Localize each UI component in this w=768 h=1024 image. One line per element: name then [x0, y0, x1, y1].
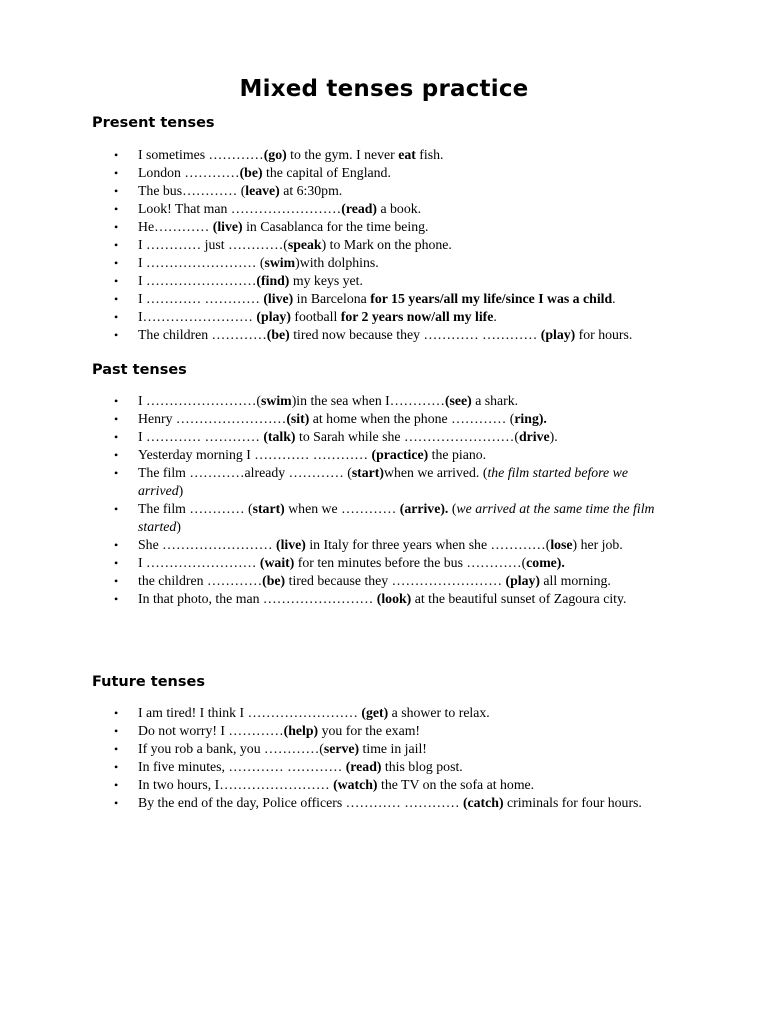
bullet-icon: •: [114, 556, 119, 570]
exercise-text-segment: Henry ……………………: [138, 411, 287, 426]
exercise-text-segment: swim: [264, 255, 296, 270]
exercise-text-segment: a shower to relax.: [388, 705, 490, 720]
exercise-text-segment: a shark.: [471, 393, 519, 408]
exercise-text-segment: .: [493, 309, 497, 324]
bullet-icon: •: [114, 706, 119, 720]
exercise-text-segment: at 6:30pm.: [279, 183, 343, 198]
exercise-text-segment: to the gym. I never: [286, 147, 399, 162]
exercise-text-segment: tired now because they ………… …………: [289, 327, 541, 342]
page-title: Mixed tenses practice: [239, 76, 529, 102]
exercise-text-segment: the film started before we arrived: [138, 465, 628, 498]
exercise-text-segment: ) her job.: [572, 537, 623, 552]
exercise-item: [0, 536, 768, 554]
bullet-icon: •: [114, 166, 119, 180]
exercise-text-segment: when we …………: [284, 501, 400, 516]
exercise-text-segment: ): [176, 519, 181, 534]
exercise-text-segment: serve): [323, 741, 360, 756]
exercise-text-segment: to Sarah while she ……………………(: [295, 429, 519, 444]
bullet-icon: •: [114, 202, 119, 216]
exercise-text-segment: I ………… …………: [138, 291, 264, 306]
bullet-icon: •: [114, 760, 119, 774]
exercise-item: [0, 704, 768, 722]
exercise-text-segment: (be): [262, 573, 286, 588]
exercise-text-segment: (go): [263, 147, 287, 162]
exercise-text-segment: start): [252, 501, 285, 516]
exercise-text-segment: at home when the phone ………… (: [309, 411, 515, 426]
exercise-item: [0, 464, 768, 500]
exercise-text-segment: the piano.: [428, 447, 487, 462]
exercise-text-segment: (look): [376, 591, 412, 606]
exercise-text-segment: for 2 years now/all my life: [340, 309, 494, 324]
exercise-text-segment: ): [178, 483, 184, 498]
exercise-item: [0, 182, 768, 200]
exercise-text-segment: (get): [361, 705, 389, 720]
exercise-text-segment: (live): [263, 291, 294, 306]
exercise-text-segment: criminals for four hours.: [503, 795, 642, 810]
bullet-icon: •: [114, 256, 119, 270]
exercise-text-segment: we arrived at the same time the film started: [138, 501, 655, 534]
exercise-text-segment: (arrive).: [399, 501, 449, 516]
exercise-text-segment: (play): [256, 309, 291, 324]
exercise-text-segment: (wait): [259, 555, 295, 570]
present-tenses-list: [0, 146, 768, 344]
exercise-text-segment: Yesterday morning I ………… …………: [138, 447, 372, 462]
section-heading-present: Present tenses: [92, 115, 215, 131]
bullet-icon: •: [114, 796, 119, 810]
exercise-text-segment: this blog post.: [381, 759, 463, 774]
exercise-item: [0, 146, 768, 164]
exercise-text-segment: The film ………… (: [138, 501, 253, 516]
bullet-icon: •: [114, 184, 119, 198]
exercise-item: [0, 218, 768, 236]
exercise-text-segment: Look! That man ……………………: [138, 201, 342, 216]
exercise-text-segment: (talk): [263, 429, 296, 444]
bullet-icon: •: [114, 274, 119, 288]
bullet-icon: •: [114, 448, 119, 462]
exercise-text-segment: .: [612, 291, 616, 306]
exercise-text-segment: I ………… just …………(: [138, 237, 288, 252]
exercise-text-segment: (be): [266, 327, 290, 342]
exercise-text-segment: for hours.: [575, 327, 633, 342]
past-tenses-list: [0, 392, 768, 608]
exercise-item: [0, 758, 768, 776]
exercise-text-segment: )with dolphins.: [295, 255, 379, 270]
exercise-item: [0, 326, 768, 344]
bullet-icon: •: [114, 430, 119, 444]
exercise-text-segment: lose: [550, 537, 573, 552]
exercise-text-segment: I ……………………: [138, 273, 257, 288]
exercise-text-segment: (practice): [371, 447, 429, 462]
bullet-icon: •: [114, 328, 119, 342]
exercise-text-segment: (see): [444, 393, 472, 408]
bullet-icon: •: [114, 538, 119, 552]
exercise-text-segment: leave): [245, 183, 280, 198]
exercise-text-segment: in Italy for three years when she …………(: [305, 537, 551, 552]
exercise-item: [0, 794, 768, 812]
exercise-item: [0, 236, 768, 254]
exercise-item: [0, 722, 768, 740]
exercise-item: [0, 740, 768, 758]
exercise-item: [0, 290, 768, 308]
future-tenses-list: [0, 704, 768, 812]
exercise-text-segment: at the beautiful sunset of Zagoura city.: [411, 591, 627, 606]
exercise-text-segment: my keys yet.: [289, 273, 363, 288]
exercise-item: [0, 446, 768, 464]
exercise-text-segment: for 15 years/all my life/since I was a child: [370, 291, 613, 306]
exercise-text-segment: In five minutes, ………… …………: [138, 759, 346, 774]
bullet-icon: •: [114, 502, 119, 516]
exercise-item: [0, 200, 768, 218]
exercise-text-segment: Do not worry! I …………: [138, 723, 284, 738]
exercise-text-segment: By the end of the day, Police officers ………… …………: [138, 795, 463, 810]
exercise-text-segment: (read): [341, 201, 377, 216]
exercise-text-segment: eat: [398, 147, 416, 162]
exercise-text-segment: (live): [212, 219, 243, 234]
exercise-item: [0, 554, 768, 572]
exercise-text-segment: (find): [256, 273, 290, 288]
exercise-text-segment: ring).: [514, 411, 547, 426]
exercise-text-segment: swim: [261, 393, 292, 408]
exercise-item: [0, 410, 768, 428]
exercise-text-segment: time in jail!: [359, 741, 427, 756]
bullet-icon: •: [114, 592, 119, 606]
bullet-icon: •: [114, 412, 119, 426]
exercise-text-segment: )in the sea when I…………: [291, 393, 445, 408]
exercise-text-segment: in Casablanca for the time being.: [242, 219, 429, 234]
exercise-text-segment: He…………: [138, 219, 213, 234]
bullet-icon: •: [114, 220, 119, 234]
exercise-text-segment: If you rob a bank, you …………(: [138, 741, 324, 756]
exercise-text-segment: you for the exam!: [318, 723, 421, 738]
exercise-text-segment: drive: [518, 429, 550, 444]
exercise-item: [0, 164, 768, 182]
exercise-text-segment: I ……………………: [138, 555, 260, 570]
exercise-text-segment: football: [290, 309, 341, 324]
exercise-text-segment: The bus………… (: [138, 183, 246, 198]
exercise-text-segment: (sit): [286, 411, 310, 426]
bullet-icon: •: [114, 778, 119, 792]
exercise-text-segment: The children …………: [138, 327, 267, 342]
bullet-icon: •: [114, 310, 119, 324]
exercise-item: [0, 776, 768, 794]
bullet-icon: •: [114, 148, 119, 162]
exercise-item: [0, 254, 768, 272]
exercise-item: [0, 272, 768, 290]
exercise-item: [0, 590, 768, 608]
exercise-text-segment: come).: [526, 555, 565, 570]
exercise-text-segment: (play): [505, 573, 540, 588]
bullet-icon: •: [114, 238, 119, 252]
exercise-text-segment: (read): [345, 759, 382, 774]
exercise-text-segment: fish.: [415, 147, 444, 162]
exercise-text-segment: She ……………………: [138, 537, 276, 552]
exercise-text-segment: (watch): [333, 777, 378, 792]
exercise-text-segment: (be): [239, 165, 263, 180]
bullet-icon: •: [114, 574, 119, 588]
exercise-text-segment: In that photo, the man ……………………: [138, 591, 377, 606]
exercise-item: [0, 500, 768, 536]
exercise-text-segment: I …………………… (: [138, 255, 265, 270]
exercise-item: [0, 428, 768, 446]
bullet-icon: •: [114, 724, 119, 738]
exercise-text-segment: (catch): [462, 795, 504, 810]
exercise-text-segment: I ……………………(: [138, 393, 262, 408]
exercise-text-segment: speak: [287, 237, 322, 252]
bullet-icon: •: [114, 394, 119, 408]
exercise-text-segment: (: [448, 501, 457, 516]
exercise-text-segment: I sometimes …………: [138, 147, 264, 162]
exercise-text-segment: when we arrived. (: [384, 465, 488, 480]
exercise-text-segment: I am tired! I think I ……………………: [138, 705, 362, 720]
exercise-text-segment: (help): [283, 723, 319, 738]
exercise-item: [0, 308, 768, 326]
exercise-text-segment: tired because they ……………………: [285, 573, 506, 588]
exercise-text-segment: ) to Mark on the phone.: [321, 237, 452, 252]
exercise-text-segment: I ………… …………: [138, 429, 264, 444]
exercise-item: [0, 392, 768, 410]
exercise-text-segment: (play): [540, 327, 576, 342]
exercise-text-segment: The film …………already ………… (: [138, 465, 352, 480]
section-heading-past: Past tenses: [92, 362, 187, 378]
exercise-item: [0, 572, 768, 590]
exercise-text-segment: in Barcelona: [293, 291, 371, 306]
exercise-text-segment: start): [351, 465, 384, 480]
exercise-text-segment: the children …………: [138, 573, 263, 588]
exercise-text-segment: I……………………: [138, 309, 257, 324]
exercise-text-segment: (live): [275, 537, 306, 552]
exercise-text-segment: the TV on the sofa at home.: [377, 777, 535, 792]
exercise-text-segment: ).: [549, 429, 558, 444]
bullet-icon: •: [114, 466, 119, 480]
exercise-text-segment: all morning.: [539, 573, 611, 588]
bullet-icon: •: [114, 742, 119, 756]
exercise-text-segment: a book.: [377, 201, 422, 216]
bullet-icon: •: [114, 292, 119, 306]
section-heading-future: Future tenses: [92, 674, 205, 690]
exercise-text-segment: In two hours, I……………………: [138, 777, 334, 792]
exercise-text-segment: the capital of England.: [262, 165, 391, 180]
exercise-text-segment: London …………: [138, 165, 240, 180]
exercise-text-segment: for ten minutes before the bus …………(: [294, 555, 527, 570]
